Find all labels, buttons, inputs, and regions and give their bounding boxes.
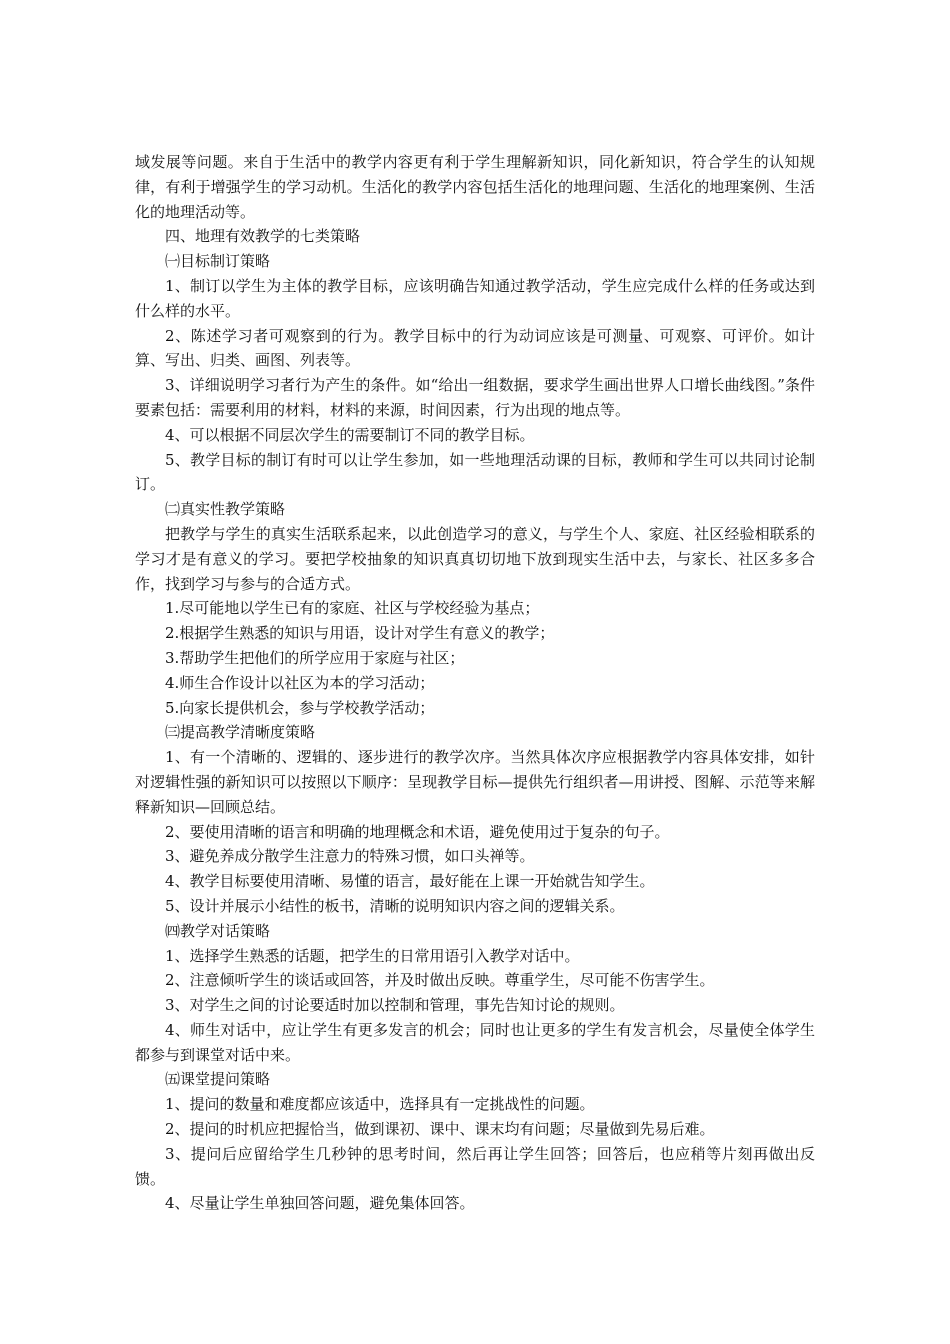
paragraph: 2、注意倾听学生的谈话或回答，并及时做出反映。尊重学生，尽可能不伤害学生。 <box>165 971 715 990</box>
paragraph: 把教学与学生的真实生活联系起来，以此创造学习的意义，与学生个人、家庭、社区经验相联系的学习才是有意义的学习。要把学校抽象的知识真真切切地下放到现实生活中去，与家长、社区多多合作，找到学习与参与的合适方式。 <box>135 524 815 593</box>
paragraph: 3、提问后应留给学生几秒钟的思考时间，然后再让学生回答；回答后，也应稍等片刻再做出反馈。 <box>135 1144 815 1188</box>
paragraph: 3、对学生之间的讨论要适时加以控制和管理，事先告知讨论的规则。 <box>165 996 625 1015</box>
paragraph: ㈤课堂提问策略 <box>165 1070 271 1089</box>
paragraph: 3、避免养成分散学生注意力的特殊习惯，如口头禅等。 <box>165 847 535 866</box>
paragraph: 5.向家长提供机会，参与学校教学活动； <box>165 698 435 717</box>
paragraph: 4、尽量让学生单独回答问题，避免集体回答。 <box>165 1194 475 1213</box>
paragraph: 4、师生对话中，应让学生有更多发言的机会；同时也让更多的学生有发言机会，尽量使全体学生都参与到课堂对话中来。 <box>135 1020 815 1064</box>
paragraph: ㈣教学对话策略 <box>165 921 271 940</box>
document-body <box>135 150 815 1216</box>
paragraph: 1、选择学生熟悉的话题，把学生的日常用语引入教学对话中。 <box>165 946 580 965</box>
paragraph: 2、要使用清晰的语言和明确的地理概念和术语，避免使用过于复杂的句子。 <box>165 822 670 841</box>
paragraph: 1.尽可能地以学生已有的家庭、社区与学校经验为基点； <box>165 599 540 618</box>
paragraph: 5、设计并展示小结性的板书，清晰的说明知识内容之间的逻辑关系。 <box>165 896 625 915</box>
paragraph: 1、提问的数量和难度都应该适中，选择具有一定挑战性的问题。 <box>165 1095 595 1114</box>
paragraph: 3.帮助学生把他们的所学应用于家庭与社区； <box>165 648 465 667</box>
paragraph: 2、提问的时机应把握恰当，做到课初、课中、课末均有问题；尽量做到先易后难。 <box>165 1120 715 1139</box>
paragraph: ㈢提高教学清晰度策略 <box>165 723 316 742</box>
paragraph: 四、地理有效教学的七类策略 <box>165 227 361 246</box>
paragraph: 4、教学目标要使用清晰、易懂的语言，最好能在上课一开始就告知学生。 <box>165 872 655 891</box>
paragraph: 1、制订以学生为主体的教学目标，应该明确告知通过教学活动，学生应完成什么样的任务或达到什么样的水平。 <box>135 276 815 320</box>
paragraph: ㈡真实性教学策略 <box>165 500 286 519</box>
paragraph: 2、陈述学习者可观察到的行为。教学目标中的行为动词应该是可测量、可观察、可评价。如计算、写出、归类、画图、列表等。 <box>135 326 815 370</box>
paragraph: 4、可以根据不同层次学生的需要制订不同的教学目标。 <box>165 425 535 444</box>
paragraph: 4.师生合作设计以社区为本的学习活动； <box>165 673 435 692</box>
paragraph: 5、教学目标的制订有时可以让学生参加，如一些地理活动课的目标，教师和学生可以共同讨论制订。 <box>135 450 815 494</box>
paragraph: 域发展等问题。来自于生活中的教学内容更有利于学生理解新知识，同化新知识，符合学生的认知规律，有利于增强学生的学习动机。生活化的教学内容包括生活化的地理问题、生活化的地理案例、生活化的地理活动等。 <box>135 153 815 221</box>
paragraph: 1、有一个清晰的、逻辑的、逐步进行的教学次序。当然具体次序应根据教学内容具体安排，如针对逻辑性强的新知识可以按照以下顺序：呈现教学目标—提供先行组织者—用讲授、图解、示范等来解释新知识—回顾总结。 <box>135 748 815 816</box>
paragraph: 3、详细说明学习者行为产生的条件。如“给出一组数据，要求学生画出世界人口增长曲线图。”条件要素包括：需要利用的材料，材料的来源，时间因素，行为出现的地点等。 <box>135 376 815 419</box>
paragraph: ㈠目标制订策略 <box>165 252 271 271</box>
paragraph: 2.根据学生熟悉的知识与用语，设计对学生有意义的教学； <box>165 624 555 643</box>
